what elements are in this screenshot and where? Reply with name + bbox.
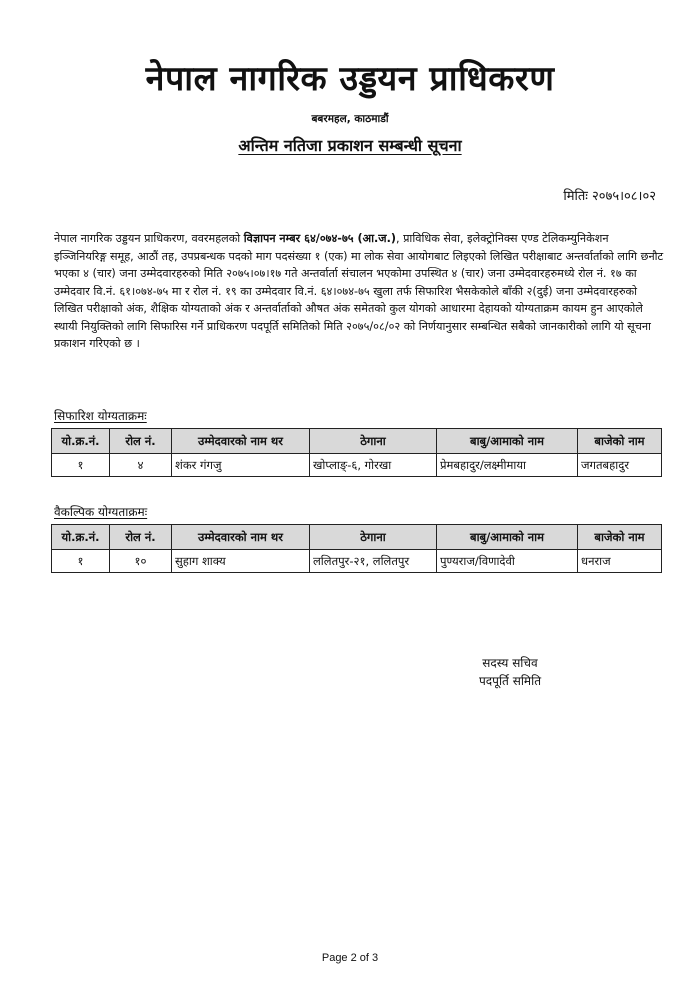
body-ad-number: विज्ञापन नम्बर ६४/०७४-७५ (आ.ज.) xyxy=(243,232,396,245)
col-serial: यो.क्र.नं. xyxy=(52,429,110,454)
col-name: उम्मेदवारको नाम थर xyxy=(172,525,310,550)
alternate-heading: वैकल्पिक योग्यताक्रमः xyxy=(54,505,148,519)
col-roll: रोल नं. xyxy=(110,525,172,550)
signatory-committee: पदपूर्ति समिति xyxy=(478,674,542,688)
body-text-part2: , प्राविधिक सेवा, इलेक्ट्रोनिक्स एण्ड टेलिकम्युनिकेशन इञ्जिनियरिङ्ग समूह, आठौं तह, उपप्रबन्धक पदको माग पदसंख्या १ (एक) मा लोक सेवा आयोगबाट लिइएको लिखित परीक्षाबाट अन्तर्वार्ताको लागि छनौट भएका ४ (चार) जना उम्मेदवारहरुको मिति २०७५।०७।१७ गते अन्तर्वार्ता संचालन भएकोमा उपस्थित ४ (चार) जना उम्मेदवारहरुमध्ये रोल नं. १७ का उम्मेदवार वि.नं. ६१।०७४-७५ मा र रोल नं. १९ का उम्मेदवार वि.नं. ६४।०७४-७५ खुला तर्फ सिफारिश भैसकेकोले बाँकी २(दुई) जना उम्मेदवारहरुको लिखित परीक्षाको अंक, शैक्षिक योग्यताको अंक र अन्तर्वार्ताको औषत अंक समेतको कुल योगको आधारमा देहायको योग्यताक्रम कायम हुन आएकोले स्थायी नियुक्तिको लागि सिफारिस गर्ने प्राधिकरण पदपूर्ति समितिको मिति २०७५/०८/०२ को निर्णयानुसार सम्बन्धित सबैको जानकारीको लागि यो सूचना प्रकाशन गरिएको छ । xyxy=(54,232,664,350)
col-parents: बाबु/आमाको नाम xyxy=(437,525,578,550)
body-text-part1: नेपाल नागरिक उड्डयन प्राधिकरण, ववरमहलको xyxy=(54,232,244,245)
cell-name: शंकर गंगजु xyxy=(172,454,310,477)
col-serial: यो.क्र.नं. xyxy=(52,525,110,550)
cell-parents: पुण्यराज/विणादेवी xyxy=(437,550,578,573)
recommended-heading: सिफारिश योग्यताक्रमः xyxy=(54,409,147,423)
cell-roll: ४ xyxy=(110,454,172,477)
col-name: उम्मेदवारको नाम थर xyxy=(172,429,310,454)
col-roll: रोल नं. xyxy=(110,429,172,454)
cell-name: सुहाग शाक्य xyxy=(172,550,310,573)
cell-serial: १ xyxy=(52,550,110,573)
table-row xyxy=(52,454,662,477)
org-address: बबरमहल, काठमाडौं xyxy=(311,113,389,125)
notice-title-text: अन्तिम नतिजा प्रकाशन सम्बन्धी सूचना xyxy=(238,136,462,155)
col-address: ठेगाना xyxy=(310,429,437,454)
org-name: नेपाल नागरिक उड्डयन प्राधिकरण xyxy=(145,59,555,99)
signature-block xyxy=(440,654,580,690)
notice-date: मितिः २०७५।०८।०२ xyxy=(563,189,656,204)
notice-title xyxy=(0,134,700,158)
cell-address: खोप्लाङ्-६, गोरखा xyxy=(310,454,437,477)
cell-grandfather: धनराज xyxy=(578,550,662,573)
cell-address: ललितपुर-२१, ललितपुर xyxy=(310,550,437,573)
cell-parents: प्रेमबहादुर/लक्ष्मीमाया xyxy=(437,454,578,477)
cell-roll: १० xyxy=(110,550,172,573)
cell-serial: १ xyxy=(52,454,110,477)
col-grandfather: बाजेको नाम xyxy=(578,525,662,550)
col-parents: बाबु/आमाको नाम xyxy=(437,429,578,454)
table-row xyxy=(52,550,662,573)
alternate-table xyxy=(51,524,662,573)
recommended-table xyxy=(51,428,662,477)
signatory-title: सदस्य सचिव xyxy=(482,656,538,670)
cell-grandfather: जगतबहादुर xyxy=(578,454,662,477)
notice-body xyxy=(54,230,664,353)
table-header-row xyxy=(52,429,662,454)
table-header-row xyxy=(52,525,662,550)
col-grandfather: बाजेको नाम xyxy=(578,429,662,454)
page-number: Page 2 of 3 xyxy=(321,952,379,964)
col-address: ठेगाना xyxy=(310,525,437,550)
